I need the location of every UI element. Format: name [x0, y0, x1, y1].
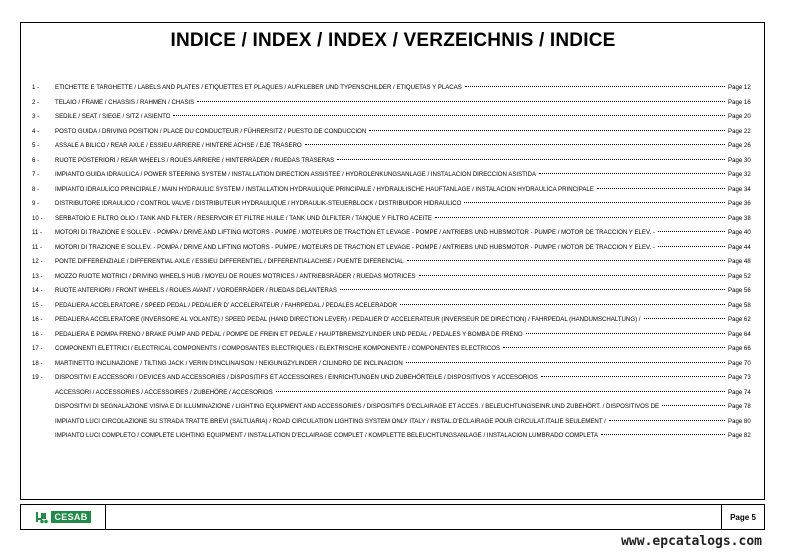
toc-entry-number: 3 - — [32, 113, 40, 120]
toc-entry-page: Page 70 — [728, 359, 751, 367]
toc-entry-page: Page 34 — [728, 185, 751, 193]
toc-entry-number: 17 - — [32, 345, 43, 352]
toc-entry-number: 12 - — [32, 258, 43, 265]
toc-entry-number: 7 - — [32, 171, 40, 178]
toc-entry[interactable] — [26, 241, 756, 256]
toc-entry-number: 15 - — [32, 301, 43, 309]
toc-entry[interactable] — [26, 371, 756, 386]
logo-text: CESAB — [51, 511, 90, 523]
toc-entry[interactable] — [26, 400, 756, 415]
toc-leader-dots — [435, 217, 725, 218]
toc-entry-page: Page 40 — [728, 229, 751, 236]
toc-entry-title: RUOTE ANTERIORI / FRONT WHEELS / ROUES AVANT / VORDERRÄDER / RUEDAS DELANTERAS — [55, 287, 337, 294]
toc-entry[interactable] — [26, 110, 756, 125]
toc-entry-number: 4 - — [32, 127, 40, 135]
toc-entry-title: DISTRIBUTORE IDRAULICO / CONTROL VALVE / DISTRIBUTEUR HYDRAULIQUE / HYDRAULIK-STEUERBLOCK / DISTRIBUIDOR HIDRAULICO — [55, 200, 462, 207]
toc-entry[interactable] — [26, 197, 756, 212]
toc-entry-title: ACCESSORI / ACCESSORIES / ACCESSOIRES / ZUBEHÖRE / ACCESORIOS — [55, 388, 273, 396]
toc-entry-title: IMPIANTO GUIDA IDRAULICA / POWER STEERING SYSTEM / INSTALLATION DIRECTION ASSISTEE / HYDROLENKUNGSANLAGE / INSTALACION DIRECCION ASISTIDA — [55, 171, 537, 178]
toc-entry-number: 11 - — [32, 229, 43, 236]
toc-entry-number: 19 - — [32, 374, 43, 381]
toc-entry[interactable] — [26, 429, 756, 444]
toc-leader-dots — [662, 405, 725, 406]
toc-entry-title: PEDALIERA ACCELERATORE (INVERSORE AL VOLANTE) / SPEED PEDAL (HAND DIRECTION LEVER) / PEDALIER D' ACCELERATEUR (INVERSEUR DE DIRECTION) / FAHRPEDAL (HANDUMSCHALTUNG) / — [55, 316, 641, 323]
toc-leader-dots — [173, 115, 725, 116]
toc-leader-dots — [658, 246, 725, 247]
toc-entry-page: Page 62 — [728, 316, 751, 323]
toc-entry-title: ETICHETTE E TARGHETTE / LABELS AND PLATES / ETIQUETTES ET PLAQUES / AUFKLEBER UND TYPENSCHILDER / ETIQUETAS Y PLACAS — [55, 84, 462, 91]
toc-entry[interactable] — [26, 212, 756, 227]
toc-leader-dots — [419, 275, 725, 276]
toc-entry[interactable] — [26, 313, 756, 328]
toc-entry-page: Page 36 — [728, 200, 751, 207]
toc-leader-dots — [276, 391, 725, 392]
toc-entry[interactable] — [26, 328, 756, 343]
toc-leader-dots — [407, 260, 725, 261]
toc-entry-title: ASSALE A BILICO / REAR AXLE / ESSIEU ARRIERE / HINTERE ACHSE / EJE TRASERO — [55, 142, 302, 149]
page-number: Page 5 — [721, 505, 764, 529]
toc-entry-number: 16 - — [32, 330, 43, 338]
toc-leader-dots — [644, 318, 726, 319]
toc-entry-page: Page 56 — [728, 287, 751, 294]
toc-entry-title: MOTORI DI TRAZIONE E SOLLEV. - POMPA / DRIVE AND LIFTING MOTORS - PUMPE / MOTEURS DE TRACTION ET LEVAGE - POMPE / ANTRIEBS UND HUBSMOTOR - PUMPE / MOTOR DE TRACCION Y ELEV. - — [55, 229, 655, 236]
toc-entry-number: 14 - — [32, 287, 43, 294]
watermark: www.epcatalogs.com — [621, 534, 762, 549]
toc-entry-page: Page 16 — [728, 98, 751, 106]
toc-entry[interactable] — [26, 415, 756, 430]
toc-entry-page: Page 58 — [728, 301, 751, 309]
toc-leader-dots — [337, 159, 725, 160]
toc-entry[interactable] — [26, 342, 756, 357]
toc-leader-dots — [597, 188, 725, 189]
toc-leader-dots — [609, 420, 725, 421]
toc-entry-page: Page 44 — [728, 243, 751, 251]
toc-entry[interactable] — [26, 255, 756, 270]
toc-entry-page: Page 20 — [728, 113, 751, 120]
toc-entry-title: TELAIO / FRAME / CHASSIS / RAHMEN / CHASIS — [55, 98, 195, 106]
toc-entry-number: 18 - — [32, 359, 43, 367]
toc-entry-page: Page 73 — [728, 374, 751, 381]
toc-entry[interactable] — [26, 154, 756, 169]
toc-entry-page: Page 82 — [728, 432, 751, 439]
toc-leader-dots — [369, 130, 725, 131]
toc-entry-title: RUOTE POSTERIORI / REAR WHEELS / ROUES ARRIERE / HINTERRÄDER / RUEDAS TRASERAS — [55, 156, 335, 164]
forklift-icon — [35, 510, 49, 524]
toc-entry-title: PONTE DIFFERENZIALE / DIFFERENTIAL AXLE / ESSIEU DIFFERENTIEL / DIFFERENTIALACHSE / PUENTE DIFERENCIAL — [55, 258, 404, 265]
toc-entry-title: SEDILE / SEAT / SIEGE / SITZ / ASIENTO — [55, 113, 171, 120]
toc-entry-page: Page 48 — [728, 258, 751, 265]
toc-leader-dots — [406, 362, 725, 363]
toc-entry[interactable] — [26, 125, 756, 140]
toc-entry-page: Page 22 — [728, 127, 751, 135]
toc-leader-dots — [400, 304, 725, 305]
toc-entry[interactable] — [26, 226, 756, 241]
toc-entry-number: 8 - — [32, 185, 40, 193]
table-of-contents — [26, 81, 756, 444]
toc-leader-dots — [305, 144, 725, 145]
toc-entry-title: MARTINETTO INCLINAZIONE / TILTING JACK / VERIN D'INCLINAISON / NEIGUNGZYLINDER / CILINDRO DE INCLINACION — [55, 359, 403, 367]
toc-leader-dots — [526, 333, 725, 334]
toc-entry-number: 13 - — [32, 272, 43, 280]
toc-entry-page: Page 30 — [728, 156, 751, 164]
toc-leader-dots — [601, 434, 725, 435]
toc-leader-dots — [340, 289, 725, 290]
toc-entry[interactable] — [26, 96, 756, 111]
cesab-logo — [21, 505, 106, 529]
toc-entry-title: DISPOSITIVI E ACCESSORI / DEVICES AND ACCESSORIES / DISPOSITIFS ET ACCESSOIRES / EINRICHTUNGEN UND ZUBEHÖRTEILE / DISPOSITIVOS Y ACCESORIOS — [55, 374, 538, 381]
toc-entry[interactable] — [26, 386, 756, 401]
toc-entry[interactable] — [26, 299, 756, 314]
toc-entry-title: COMPONENTI ELETTRICI / ELECTRICAL COMPONENTS / COMPOSANTES ELECTRIQUES / ELEKTRISCHE KOMPONENTE / COMPONENTES ELECTRICOS — [55, 345, 501, 352]
toc-leader-dots — [464, 202, 725, 203]
toc-entry[interactable] — [26, 183, 756, 198]
toc-entry-number: 6 - — [32, 156, 40, 164]
toc-entry-title: SERBATOIO E FILTRO OLIO / TANK AND FILTER / RESERVOIR ET FILTRE HUILE / TANK UND ÖLFILTER / TANQUE Y FILTRO ACEITE — [55, 214, 432, 222]
footer — [20, 504, 765, 530]
toc-entry-number: 16 - — [32, 316, 43, 323]
toc-entry[interactable] — [26, 284, 756, 299]
toc-entry-title: PEDALIERA E POMPA FRENO / BRAKE PUMP AND PEDAL / POMPE DE FREIN ET PEDALE / HAUPTBREMSZYLINDER UND PEDAL / PEDALES Y BOMBA DE FRENO — [55, 330, 523, 338]
toc-entry-title: IMPIANTO IDRAULICO PRINCIPALE / MAIN HYDRAULIC SYSTEM / INSTALLATION HYDRAULIQUE PRINCIPALE / HYDRAULISCHE HAUFTANLAGE / INSTALACION HYDRAULICA PRINCIPALE — [55, 185, 594, 193]
toc-entry-title: POSTO GUIDA / DRIVING POSITION / PLACE DU CONDUCTEUR / FÜHRERSITZ / PUESTO DE CONDUCCION — [55, 127, 367, 135]
toc-entry-number: 2 - — [32, 98, 40, 106]
toc-entry-title: IMPIANTO LUCI CIRCOLAZIONE SU STRADA TRATTE BREVI (SALTUARIA) / ROAD CIRCULATION LIGHTING SYSTEM ONLY ITALY / INSTAL.D'ECLAIRAGE POUR CIRCULAT.ITALIE SEULEMENT / — [55, 417, 606, 425]
toc-leader-dots — [197, 101, 725, 102]
toc-entry[interactable] — [26, 81, 756, 96]
toc-entry-title: PEDALIERA ACCELERATORE / SPEED PEDAL / PEDALIER D' ACCELERATEUR / FAHRPEDAL / PEDALES ACELERADOR — [55, 301, 398, 309]
toc-entry[interactable] — [26, 357, 756, 372]
toc-entry[interactable] — [26, 139, 756, 154]
page-title: INDICE / INDEX / INDEX / VERZEICHNIS / INDICE — [170, 30, 616, 51]
toc-leader-dots — [539, 173, 725, 174]
toc-entry-page: Page 66 — [728, 345, 751, 352]
toc-entry-title: DISPOSITIVI DI SEGNALAZIONE VISIVA E DI ILLUMINAZIONE / LIGHTING EQUIPMENT AND ACCESSORIES / DISPOSITIFS D'ECLAIRAGE ET ACCES. / BELEUCHTUNGSEINR.UND ZUBEHÖRT. / DISPOSITIVOS DE — [55, 403, 660, 410]
toc-entry-number: 10 - — [32, 214, 43, 222]
toc-entry-number: 5 - — [32, 142, 40, 149]
toc-entry-page: Page 32 — [728, 171, 751, 178]
toc-leader-dots — [503, 347, 725, 348]
toc-entry-page: Page 52 — [728, 272, 751, 280]
toc-entry-page: Page 12 — [728, 84, 751, 91]
toc-leader-dots — [658, 231, 725, 232]
toc-entry-title: MOZZO RUOTE MOTRICI / DRIVING WHEELS HUB / MOYEU DE ROUES MOTRICES / ANTRIEBSRÄDER / RUEDAS MOTRICES — [55, 272, 416, 280]
toc-entry[interactable] — [26, 270, 756, 285]
toc-entry-title: MOTORI DI TRAZIONE E SOLLEV. - POMPA / DRIVE AND LIFTING MOTORS - PUMPE / MOTEURS DE TRACTION ET LEVAGE - POMPE / ANTRIEBS UND HUBSMOTOR - PUMPE / MOTOR DE TRACCION Y ELEV. - — [55, 243, 655, 251]
toc-entry[interactable] — [26, 168, 756, 183]
toc-entry-page: Page 74 — [728, 388, 751, 396]
toc-entry-number: 11 - — [32, 243, 43, 251]
toc-entry-number: 9 - — [32, 200, 40, 207]
toc-entry-page: Page 38 — [728, 214, 751, 222]
toc-entry-page: Page 26 — [728, 142, 751, 149]
toc-entry-title: IMPIANTO LUCI COMPLETO / COMPLETE LIGHTING EQUIPMENT / INSTALLATION D'ECLAIRAGE COMPLET / KOMPLETTE BELEUCHTUNGSANLAGE / INSTALACION LUMBRADO COMPLETA — [55, 432, 599, 439]
toc-entry-number: 1 - — [32, 84, 40, 91]
toc-entry-page: Page 64 — [728, 330, 751, 338]
toc-leader-dots — [465, 86, 725, 87]
toc-leader-dots — [541, 376, 725, 377]
toc-entry-page: Page 78 — [728, 403, 751, 410]
toc-entry-page: Page 80 — [728, 417, 751, 425]
